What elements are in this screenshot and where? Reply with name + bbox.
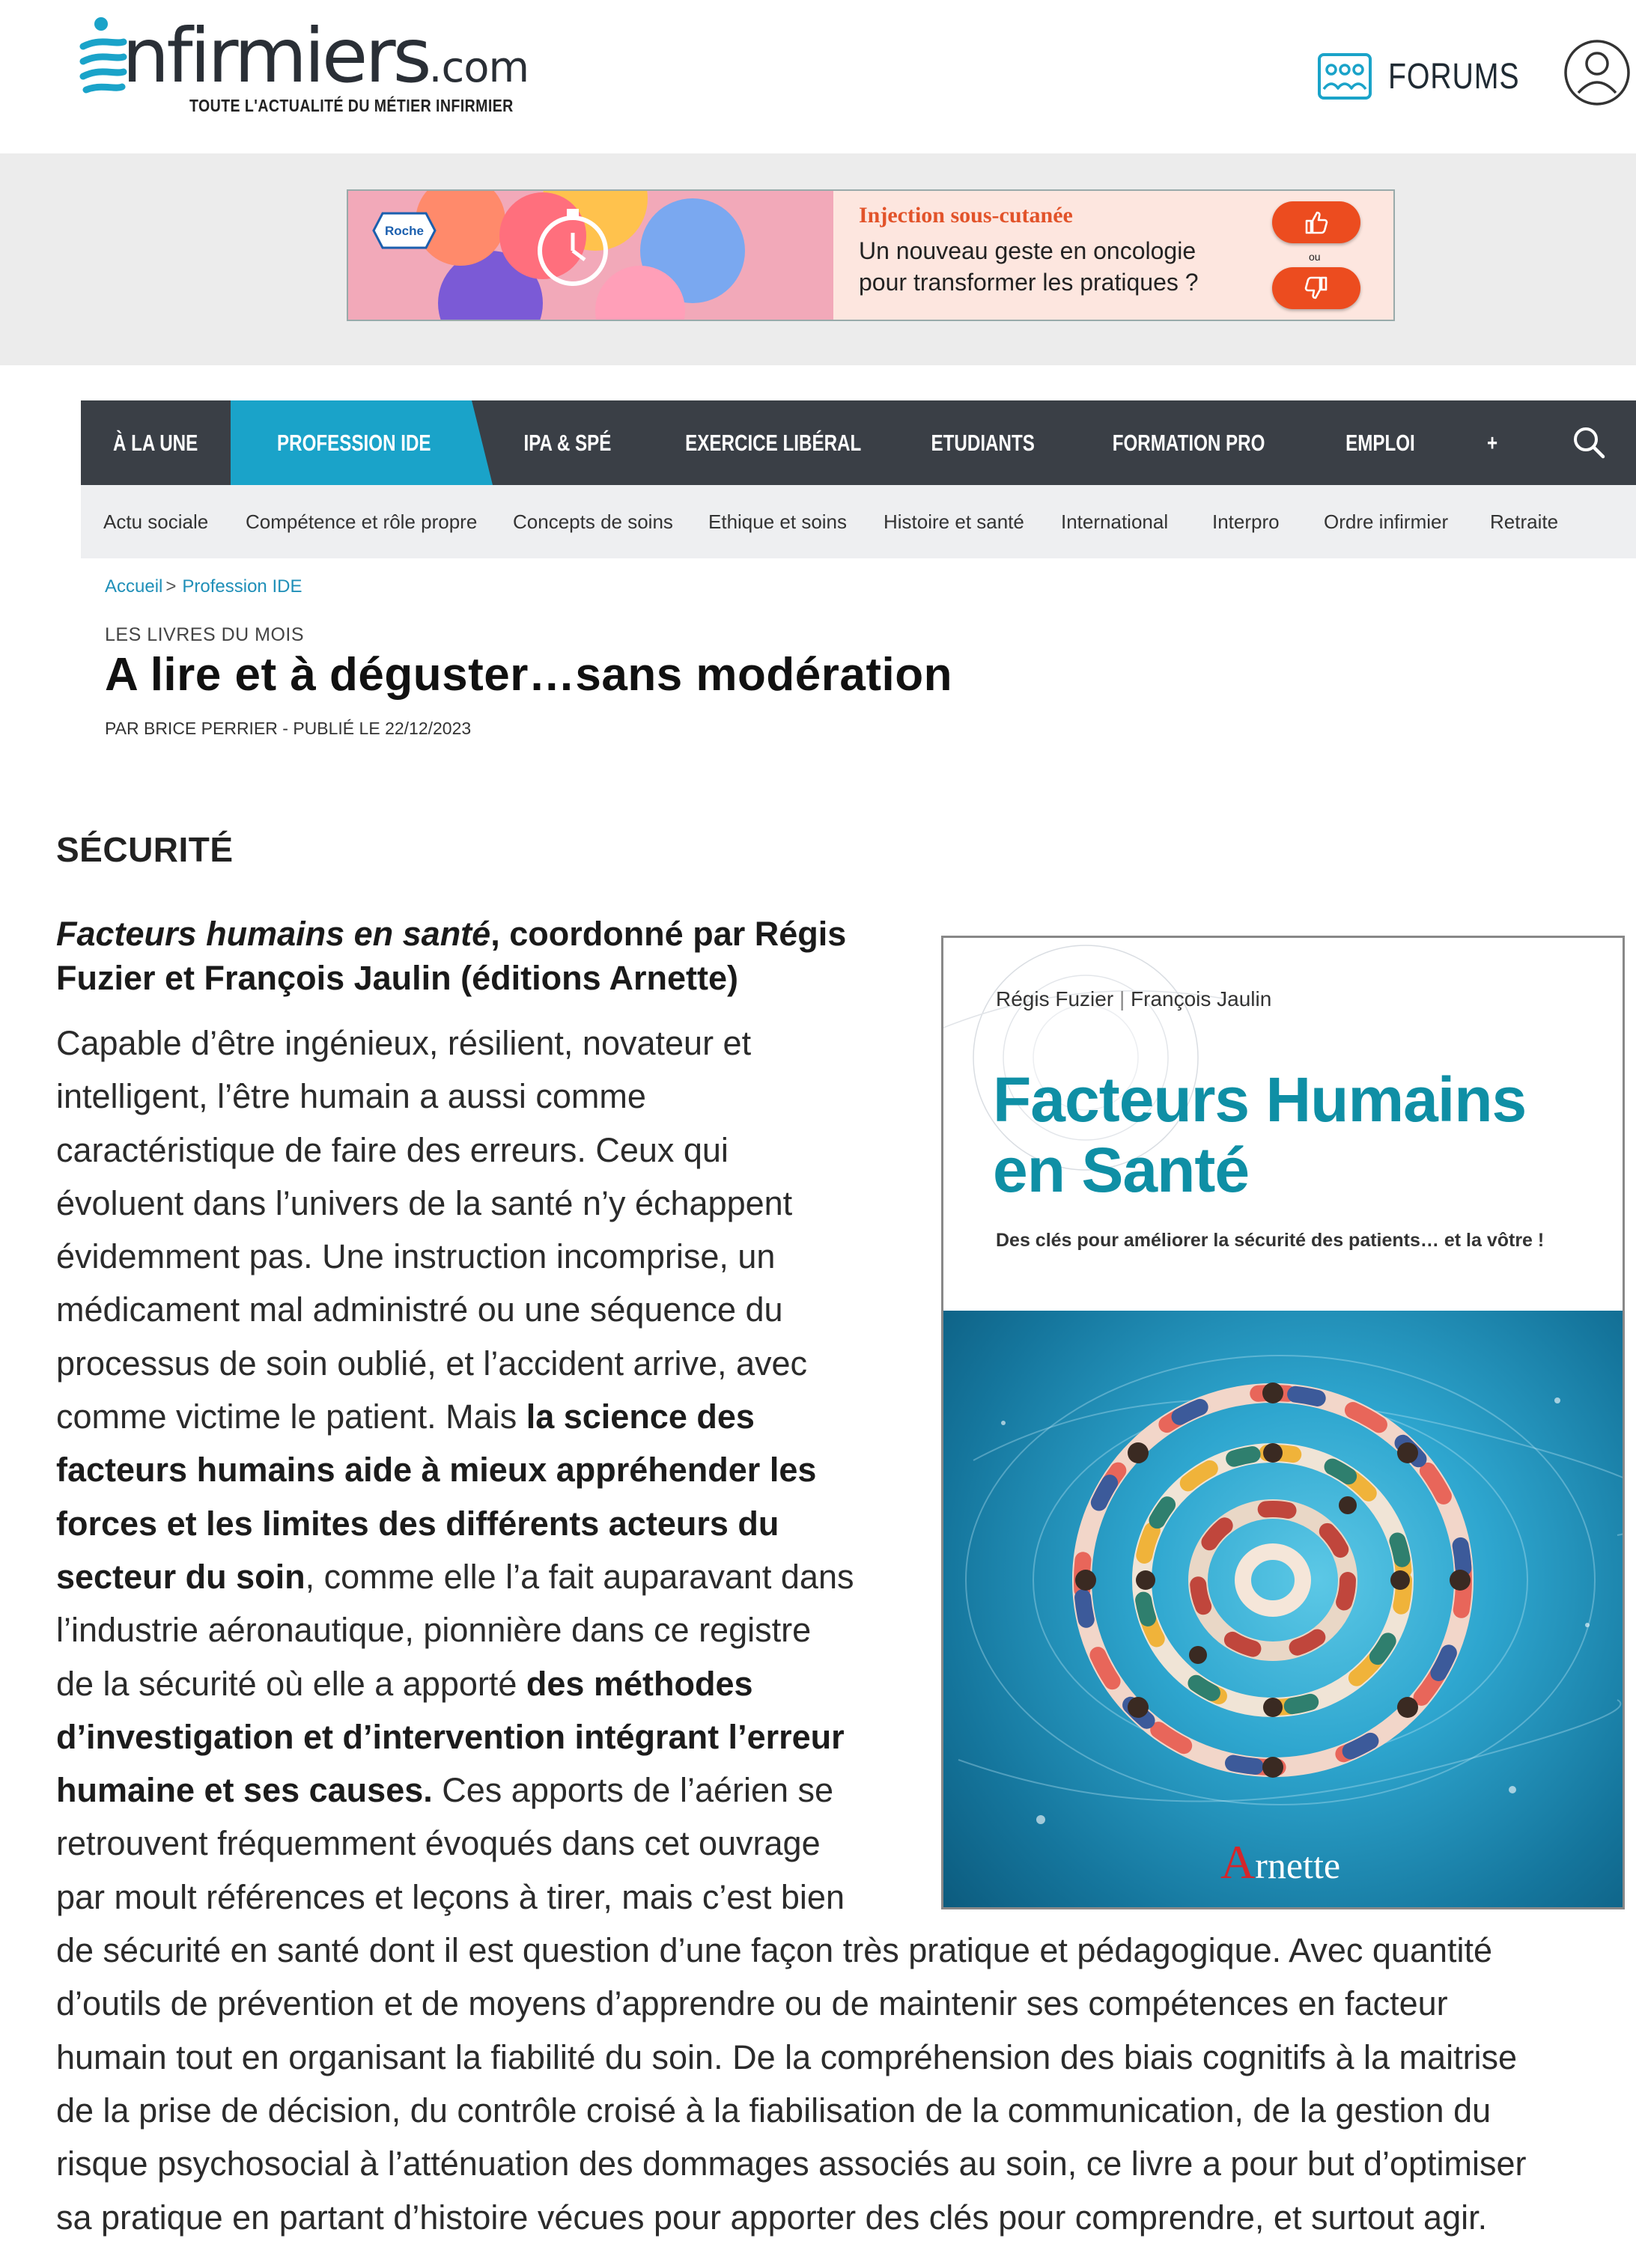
roche-logo-text: Roche xyxy=(385,224,424,238)
subnav-item-international[interactable]: International xyxy=(1061,510,1169,533)
site-header xyxy=(0,0,1636,153)
book-title: Facteurs humains en santé xyxy=(56,915,491,953)
paragraph-line: de la prise de décision, du contrôle croisé à la fiabilisation de la communication, de la gestion du xyxy=(56,2091,1491,2130)
paragraph-line: l’industrie aéronautique, pionnière dans ce registre xyxy=(56,1611,812,1650)
nav-item-etudiants[interactable]: ETUDIANTS xyxy=(931,429,1036,456)
nav-item-more[interactable]: + xyxy=(1486,429,1498,456)
breadcrumb-current-link[interactable]: Profession IDE xyxy=(182,576,302,597)
breadcrumb xyxy=(105,576,302,597)
paragraph-line: sa pratique en partant d’histoire vécues pour apporter des clés pour comprendre, et surtout agir. xyxy=(56,2198,1488,2237)
paragraph-line: humain tout en organisant la fiabilité du soin. De la compréhension des biais cognitifs à la maitrise xyxy=(56,2037,1518,2076)
forums-link[interactable] xyxy=(1318,46,1548,106)
bold-text: facteurs humains aide à mieux appréhender les xyxy=(56,1451,817,1490)
ad-title: Injection sous-cutanée xyxy=(859,203,1073,228)
ad-separator-text: ou xyxy=(1309,251,1321,263)
main-navigation xyxy=(81,400,1636,485)
paragraph-line: évoluent dans l’univers de la santé n’y échappent xyxy=(56,1183,793,1222)
paragraph-line: intelligent, l’être humain a aussi comme xyxy=(56,1077,646,1116)
subnav-item-competence-role-propre[interactable]: Compétence et rôle propre xyxy=(246,510,478,533)
roche-logo xyxy=(372,212,437,249)
forums-icon xyxy=(1318,53,1372,100)
forums-label: FORUMS xyxy=(1388,56,1520,97)
paragraph-line: caractéristique de faire des erreurs. Ceux qui xyxy=(56,1130,729,1169)
article-title: A lire et à déguster…sans modération xyxy=(105,649,953,701)
nav-item-emploi[interactable]: EMPLOI xyxy=(1345,429,1415,456)
subnav-item-concepts-de-soins[interactable]: Concepts de soins xyxy=(513,510,673,533)
paragraph-line: retrouvent fréquemment évoqués dans cet ouvrage xyxy=(56,1824,821,1863)
ad-thumbs-down-button[interactable] xyxy=(1272,267,1360,309)
bold-text: forces et les limites des différents acteurs du xyxy=(56,1504,779,1543)
subnav-item-ordre-infirmier[interactable]: Ordre infirmier xyxy=(1324,510,1449,533)
bold-text: la science des xyxy=(526,1397,755,1436)
ad-banner[interactable] xyxy=(347,189,1395,321)
article-category: LES LIVRES DU MOIS xyxy=(105,624,305,645)
cover-title-line-2: en Santé xyxy=(993,1135,1250,1205)
user-account-icon[interactable] xyxy=(1563,39,1631,106)
book-cover-image xyxy=(941,936,1625,1909)
paragraph-line: risque psychosocial à l’atténuation des dommages associés au soin, ce livre a pour but d’optimiser xyxy=(56,2144,1527,2183)
search-icon[interactable] xyxy=(1572,425,1606,460)
paragraph-line: médicament mal administré ou une séquence du xyxy=(56,1290,783,1329)
subnav-item-ethique-et-soins[interactable]: Ethique et soins xyxy=(708,510,848,533)
nav-item-ipa-spe[interactable]: IPA & SPÉ xyxy=(523,429,612,456)
nav-item-a-la-une[interactable]: À LA UNE xyxy=(113,429,198,456)
paragraph-line: de sécurité en santé dont il est question d’une façon très pratique et pédagogique. Avec quantité xyxy=(56,1931,1493,1970)
paragraph-line: comme victime le patient. Mais la science des xyxy=(56,1397,755,1436)
subnav-item-retraite[interactable]: Retraite xyxy=(1490,510,1559,533)
ad-balloons-illustration xyxy=(348,191,833,320)
book-cover-top xyxy=(943,938,1623,1311)
book-reference xyxy=(56,912,895,1000)
subnav-item-actu-sociale[interactable]: Actu sociale xyxy=(103,510,209,533)
cover-subtitle: Des clés pour améliorer la sécurité des patients… et la vôtre ! xyxy=(996,1230,1545,1251)
subnav-item-histoire-et-sante[interactable]: Histoire et santé xyxy=(884,510,1024,533)
paragraph-line: par moult références et leçons à tirer, mais c’est bien xyxy=(56,1877,845,1916)
nav-item-profession-ide[interactable]: PROFESSION IDE xyxy=(277,429,431,456)
cover-publisher-logo: Arnette xyxy=(1220,1835,1341,1889)
paragraph-line: évidemment pas. Une instruction incomprise, un xyxy=(56,1237,776,1276)
book-credit-2: Fuzier et François Jaulin (éditions Arnette) xyxy=(56,959,738,997)
bold-text: des méthodes xyxy=(526,1664,753,1703)
ad-visual xyxy=(348,191,833,320)
paragraph-line: d’outils de prévention et de moyens d’apprendre ou de maintenir ses compétences en facteur xyxy=(56,1984,1448,2023)
ad-text-line-2: pour transformer les pratiques ? xyxy=(859,269,1199,296)
nav-item-formation-pro[interactable]: FORMATION PRO xyxy=(1113,429,1265,456)
sub-navigation xyxy=(81,485,1636,558)
logo-tagline: TOUTE L'ACTUALITÉ DU MÉTIER INFIRMIER xyxy=(189,96,514,115)
section-heading: SÉCURITÉ xyxy=(56,830,234,869)
paragraph-line: Capable d’être ingénieux, résilient, novateur et xyxy=(56,1024,752,1062)
bold-text: secteur du soin xyxy=(56,1557,305,1596)
paragraph-line: processus de soin oublié, et l’accident arrive, avec xyxy=(56,1344,808,1383)
article-byline: PAR BRICE PERRIER - PUBLIÉ LE 22/12/2023 xyxy=(105,719,472,738)
book-credit-1: , coordonné par Régis xyxy=(490,915,847,953)
logo-wordmark: nfirmiers.com xyxy=(122,12,529,100)
thumbs-down-icon xyxy=(1304,275,1329,301)
paragraph-line: de la sécurité où elle a apporté des méthodes xyxy=(56,1664,753,1703)
paragraph-line: secteur du soin, comme elle l’a fait auparavant dans xyxy=(56,1557,854,1596)
subnav-item-interpro[interactable]: Interpro xyxy=(1212,510,1280,533)
book-cover-illustration xyxy=(943,1311,1623,1907)
ad-thumbs-up-button[interactable] xyxy=(1272,201,1360,243)
ad-text-line-1: Un nouveau geste en oncologie xyxy=(859,237,1196,264)
cover-title-line-1: Facteurs Humains xyxy=(993,1064,1527,1135)
nav-item-exercice-liberal[interactable]: EXERCICE LIBÉRAL xyxy=(685,429,862,456)
bold-text: humaine et ses causes. xyxy=(56,1771,433,1810)
breadcrumb-home-link[interactable]: Accueil xyxy=(105,576,163,597)
paragraph-line: humaine et ses causes. Ces apports de l’aérien se xyxy=(56,1771,834,1810)
breadcrumb-separator: > xyxy=(165,576,177,597)
site-logo[interactable] xyxy=(79,7,588,127)
cover-authors: Régis Fuzier | François Jaulin xyxy=(996,987,1272,1010)
bold-text: d’investigation et d’intervention intégrant l’erreur xyxy=(56,1717,845,1756)
thumbs-up-icon xyxy=(1304,210,1329,235)
spiral-of-people-illustration xyxy=(943,1311,1623,1907)
